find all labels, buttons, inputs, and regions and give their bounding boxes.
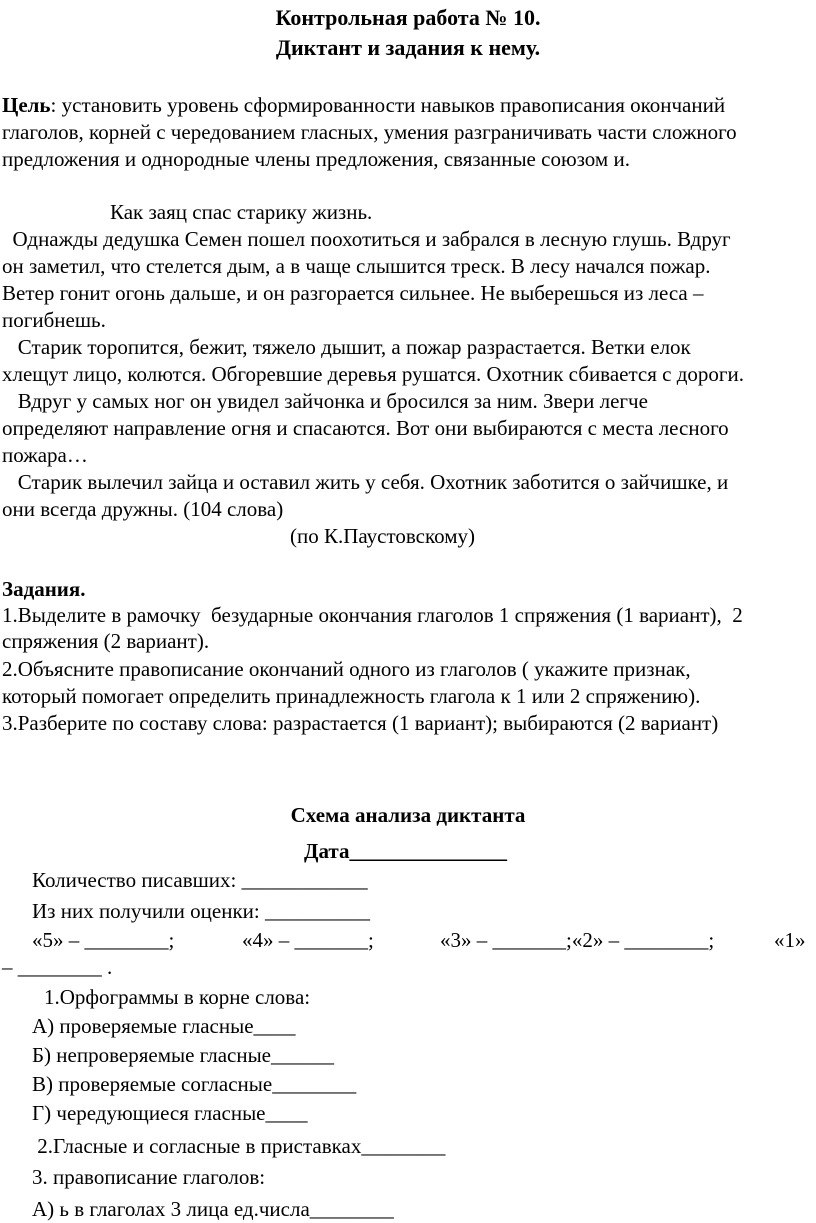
task-line: 3.Разберите по составу слова: разрастается (1 вариант); выбираются (2 вариант) [2, 711, 719, 735]
scheme-item: 1.Орфограммы в корне слова: [44, 985, 311, 1009]
dictation-line: Ветер гонит огонь дальше, и он разгорается сильнее. Не выберешься из леса – [2, 281, 704, 305]
goal-line-3: предложения и однородные члены предложения, связанные союзом и. [2, 147, 630, 171]
scheme-item: А) проверяемые гласные____ [32, 1014, 296, 1038]
task-line: 2.Объясните правописание окончаний одного из глаголов ( укажите признак, [2, 657, 691, 681]
date-blank: _______________ [349, 839, 507, 863]
grade-5: «5» – ________; [32, 928, 175, 952]
dictation-line: Старик торопится, бежит, тяжело дышит, а пожар разрастается. Ветки елок [2, 335, 691, 359]
dictation-line: пожара… [2, 443, 88, 467]
scheme-grades-label: Из них получили оценки: __________ [32, 899, 370, 923]
dictation-line: он заметил, что стелется дым, а в чаще слышится треск. В лесу начался пожар. [2, 254, 711, 278]
date-label: Дата [304, 839, 350, 863]
scheme-title: Схема анализа диктанта [290, 803, 526, 827]
goal-line-1 [2, 92, 725, 119]
scheme-item: Г) чередующиеся гласные____ [32, 1101, 308, 1125]
dictation-line: они всегда дружны. (104 слова) [2, 497, 284, 521]
document-title-line-2: Диктант и задания к нему. [275, 35, 541, 60]
scheme-item: А) ь в глаголах 3 лица ед.числа________ [32, 1197, 394, 1221]
scheme-date [304, 838, 507, 865]
dictation-line: хлещут лицо, колются. Обгоревшие деревья рушатся. Охотник сбивается с дороги. [2, 362, 744, 386]
goal-text-1: : установить уровень сформированности навыков правописания окончаний [50, 93, 726, 117]
scheme-item: 2.Гласные и согласные в приставках________ [32, 1134, 446, 1158]
tasks-heading: Задания. [2, 577, 86, 601]
grade-4: «4» – _______; [242, 928, 374, 952]
dictation-line: определяют направление огня и спасаются. Вот они выбираются с места лесного [2, 416, 729, 440]
grade-1: «1» [774, 928, 806, 952]
scheme-item: Б) непроверяемые гласные______ [32, 1043, 334, 1067]
grade-1-continuation: – ________ . [2, 955, 113, 979]
dictation-line: Вдруг у самых ног он увидел зайчонка и бросился за ним. Звери легче [2, 389, 648, 413]
dictation-title: Как заяц спас старику жизнь. [110, 200, 373, 224]
dictation-author: (по К.Паустовскому) [290, 524, 476, 548]
goal-label: Цель [2, 93, 51, 117]
task-line: 1.Выделите в рамочку безударные окончания глаголов 1 спряжения (1 вариант), 2 [2, 603, 743, 627]
document-title-line-1: Контрольная работа № 10. [275, 5, 541, 30]
goal-line-2: глаголов, корней с чередованием гласных, умения разграничивать части сложного [2, 120, 737, 144]
dictation-line: Однажды дедушка Семен пошел поохотиться и забрался в лесную глушь. Вдруг [2, 227, 731, 251]
dictation-line: Старик вылечил зайца и оставил жить у себя. Охотник заботится о зайчишке, и [2, 470, 729, 494]
task-line: спряжения (2 вариант). [2, 629, 210, 653]
dictation-line: погибнешь. [2, 308, 106, 332]
task-line: который помогает определить принадлежность глагола к 1 или 2 спряжению). [2, 684, 701, 708]
scheme-item: 3. правописание глаголов: [32, 1165, 266, 1189]
scheme-item: В) проверяемые согласные________ [32, 1072, 357, 1096]
scheme-count: Количество писавших: ____________ [32, 868, 368, 892]
grade-3-2: «3» – _______;«2» – ________; [440, 928, 715, 952]
